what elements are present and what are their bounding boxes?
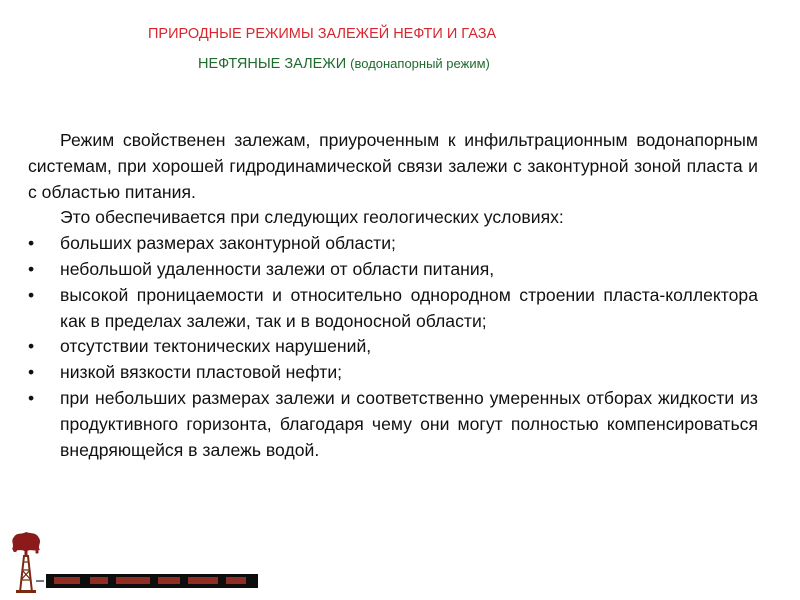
conditions-list xyxy=(28,231,758,463)
bullet-icon: • xyxy=(28,336,35,357)
oil-derrick-gusher-icon xyxy=(6,530,46,594)
list-item-text: при небольших размерах залежи и соответственно умеренных отборах жидкости из продуктивного горизонта, благодаря чему они могут полностью компенсироваться внедряющейся в залежь водой. xyxy=(60,387,758,460)
list-item xyxy=(28,257,758,283)
list-item xyxy=(28,283,758,335)
bullet-icon: • xyxy=(28,284,35,305)
intro-paragraph: Режим свойственен залежам, приуроченным к инфильтрационным водонапорным системам, при хорошей гидродинамической связи залежи с законтурной зоной пласта и с областью питания. xyxy=(28,130,758,202)
footer-bar-pattern xyxy=(90,577,108,584)
footer-bar-pattern xyxy=(226,577,246,584)
list-item-text: небольшой удаленности залежи от области питания, xyxy=(60,258,495,279)
footer-bar-pattern xyxy=(116,577,150,584)
body-text xyxy=(28,128,758,463)
conditions-intro: Это обеспечивается при следующих геологических условиях: xyxy=(60,207,564,228)
footer-bar-pattern xyxy=(188,577,218,584)
subtitle-parenthetical: (водонапорный режим) xyxy=(350,56,490,71)
list-item xyxy=(28,386,758,463)
list-item-text: низкой вязкости пластовой нефти; xyxy=(60,362,343,383)
list-item xyxy=(28,334,758,360)
subtitle-main: НЕФТЯНЫЕ ЗАЛЕЖИ xyxy=(198,56,347,72)
bullet-icon: • xyxy=(28,387,35,408)
footer-bar-pattern xyxy=(54,577,80,584)
list-item xyxy=(28,360,758,386)
list-item-text: больших размерах законтурной области; xyxy=(60,233,396,254)
page-subtitle xyxy=(198,56,490,72)
bullet-icon: • xyxy=(28,233,35,254)
footer-bar-pattern xyxy=(158,577,180,584)
page-title: ПРИРОДНЫЕ РЕЖИМЫ ЗАЛЕЖЕЙ НЕФТИ И ГАЗА xyxy=(148,26,497,42)
bullet-icon: • xyxy=(28,258,35,279)
list-item xyxy=(28,231,758,257)
bullet-icon: • xyxy=(28,362,35,383)
footer-divider xyxy=(36,580,44,582)
list-item-text: отсутствии тектонических нарушений, xyxy=(60,336,372,357)
list-item-text: высокой проницаемости и относительно однородном строении пласта-коллектора как в пределах залежи, так и в водоносной области; xyxy=(60,284,758,331)
footer-bar xyxy=(46,574,258,588)
